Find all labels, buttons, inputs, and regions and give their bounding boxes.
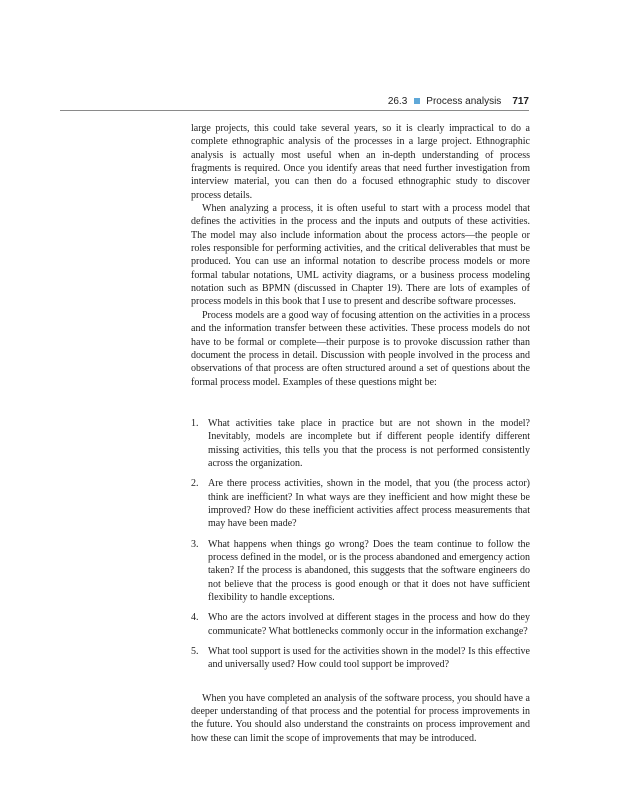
closing-paragraph: When you have completed an analysis of the software process, you should have a deeper understanding of that process and the potential for process improvements in the future. You should also understand the constraints on process improvement and how these can limit the scope of improvements that may be introduced. <box>191 692 530 744</box>
list-item-number: 1. <box>191 417 199 429</box>
header-rule <box>60 110 529 111</box>
page-body <box>191 122 530 745</box>
list-item-text: What happens when things go wrong? Does the team continue to follow the process defined in the model, or is the process abandoned and emergency action taken? If the process is abandoned, this suggests that the software engineers do not believe that the process is good enough or that it does not have sufficient flexibility to handle exceptions. <box>208 538 530 603</box>
questions-list <box>191 417 530 672</box>
page-number: 717 <box>512 95 529 107</box>
list-item-text: What activities take place in practice but are not shown in the model? Inevitably, models are incomplete but if different people identify different missing activities, this tells you that the process is not performed consistently across the organization. <box>208 417 530 469</box>
section-marker-square <box>414 98 420 104</box>
running-header <box>388 93 529 109</box>
list-item-number: 3. <box>191 538 199 550</box>
list-item-text: Who are the actors involved at different stages in the process and how do they communicate? What bottlenecks commonly occur in the information exchange? <box>208 612 530 637</box>
list-item-number: 2. <box>191 478 199 490</box>
section-number: 26.3 <box>387 95 408 107</box>
list-item <box>191 645 530 672</box>
list-item-number: 4. <box>191 612 199 624</box>
list-item <box>191 477 530 530</box>
body-paragraph: Process models are a good way of focusing attention on the activities in a process and the information transfer between these activities. These process models do not have to be formal or complete—their purpose is to provoke discussion rather than document the process in detail. Discussion with people involved in the process and observations of that process are often structured around a set of questions about the formal process model. Examples of these questions might be: <box>191 309 530 388</box>
body-paragraph: When analyzing a process, it is often useful to start with a process model that defines the activities in the process and the inputs and outputs of these activities. The model may also include information about the process actors—the people or roles responsible for performing activities, and the critical deliverables that must be produced. You can use an informal notation to describe process models or more formal tabular notations, UML activity diagrams, or a business process modeling notation such as BPMN (discussed in Chapter 19). There are lots of examples of process models in this book that I use to present and describe software processes. <box>191 203 530 308</box>
list-item-text: Are there process activities, shown in the model, that you (the process actor) think are inefficient? In what ways are they inefficient and how might these be improved? How do these inefficient activities affect process measurements that may have been made? <box>208 478 530 530</box>
body-paragraph: large projects, this could take several years, so it is clearly impractical to do a complete ethnographic analysis of the processes in a large project. Ethnographic analysis is actually most useful when an in-depth understanding of process fragments is required. Once you identify areas that need further investigation from interview material, you can then do a focused ethnographic study to discover process details. <box>191 123 530 201</box>
section-title: Process analysis <box>426 95 502 107</box>
list-item-number: 5. <box>191 646 199 658</box>
list-item <box>191 538 530 605</box>
list-item <box>191 611 530 638</box>
list-item-text: What tool support is used for the activities shown in the model? Is this effective and universally used? How could tool support be improved? <box>208 646 530 671</box>
list-item <box>191 417 530 470</box>
